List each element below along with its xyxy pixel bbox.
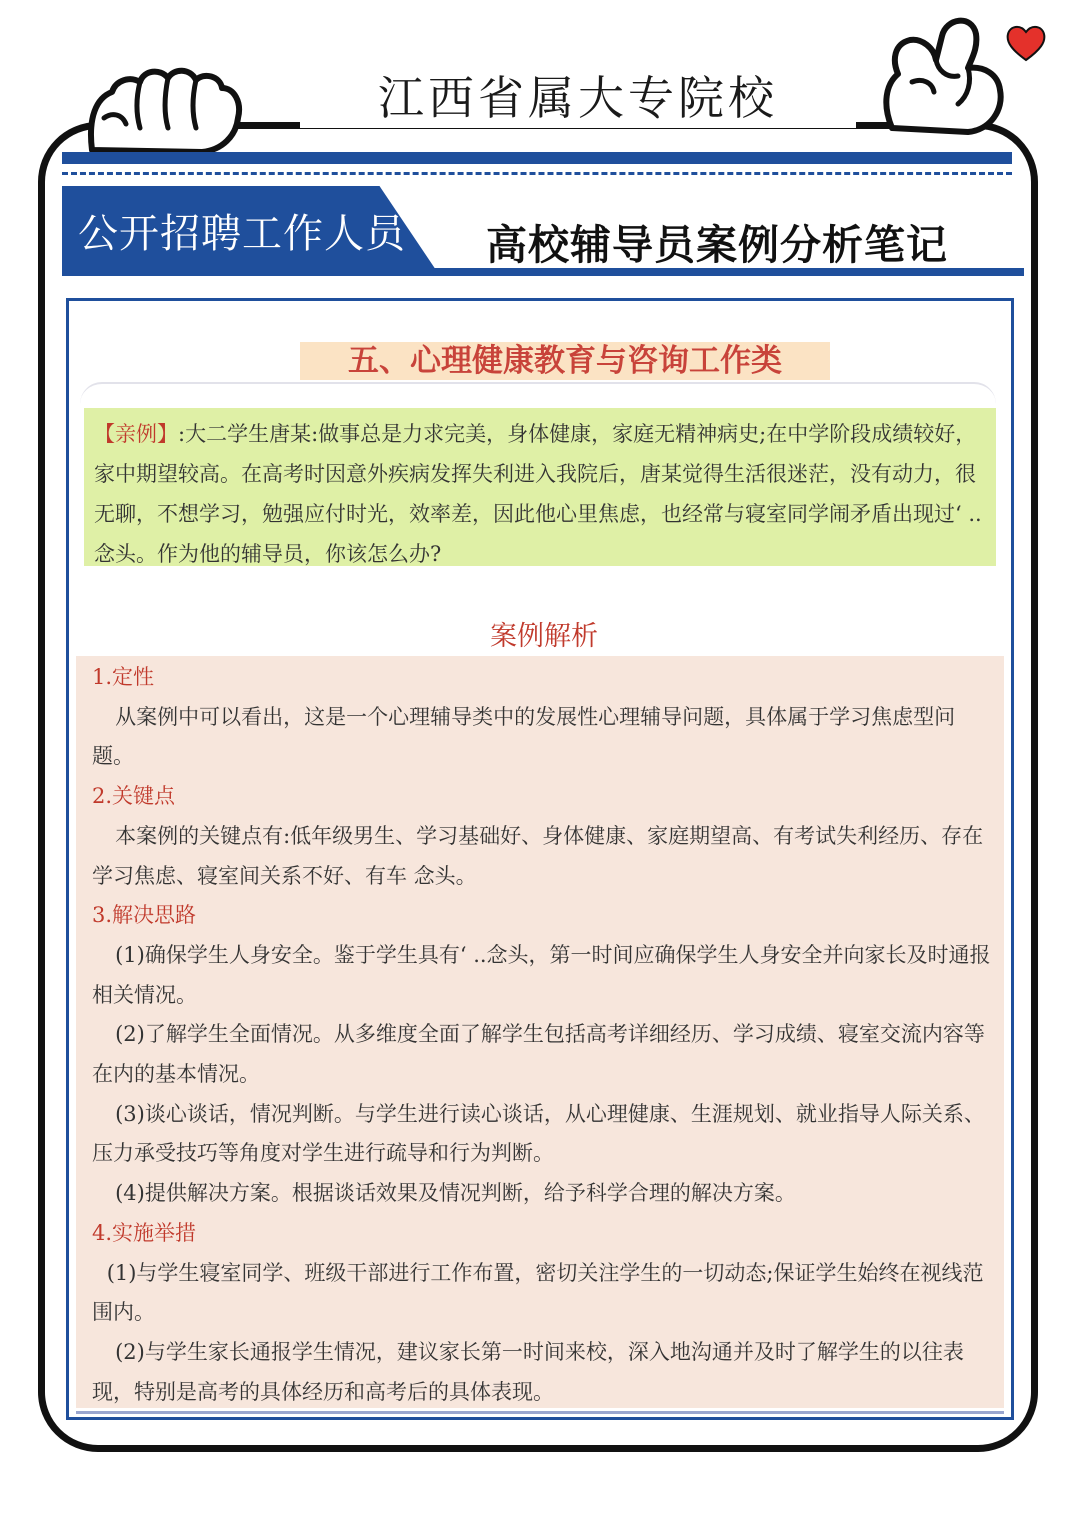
section-text-1: 从案例中可以看出，这是一个心理辅导类中的发展性心理辅导问题，具体属于学习焦虑型问题。 <box>92 704 956 769</box>
section-title: 五、心理健康教育与咨询工作类 <box>300 342 830 380</box>
bottom-divider <box>76 1411 1004 1414</box>
heart-icon <box>1002 22 1050 64</box>
section-heading-1: 1.定性 <box>92 665 155 689</box>
pointing-hand-left-icon <box>82 58 252 158</box>
section-text-2: 本案例的关键点有:低年级男生、学习基础好、身体健康、家庭期望高、有考试失利经历、存在学习焦虑、寝室间关系不好、有车 念头。 <box>92 823 984 888</box>
header-bar <box>62 152 1012 164</box>
solution-item: (2)了解学生全面情况。从多维度全面了解学生包括高考详细经历、学习成绩、寝室交流内容等在内的基本情况。 <box>92 1022 985 1087</box>
page-title: 江西省属大专院校 <box>300 62 856 128</box>
pointing-hand-right-icon <box>872 8 1022 138</box>
case-text: :大二学生唐某:做事总是力求完美，身体健康，家庭无精神病史;在中学阶段成绩较好，家中期望较高。在高考时因意外疾病发挥失利进入我院后，唐某觉得生活很迷茫，没有动力，很无聊，不想学习，勉强应付时光，效率差，因此他心里焦虑，也经常与寝室同学闹矛盾出现过‘ ..念头。作为他的辅导员，你该怎么办? <box>94 422 982 566</box>
measure-item: (1)与学生寝室同学、班级干部进行工作布置，密切关注学生的一切动态;保证学生始终在视线范围内。 <box>92 1260 984 1325</box>
banner-left-label: 公开招聘工作人员 <box>78 211 406 257</box>
solution-item: (3)谈心谈话，情况判断。与学生进行读心谈话，从心理健康、生涯规划、就业指导人际关系、压力承受技巧等角度对学生进行疏导和行为判断。 <box>92 1101 985 1166</box>
analysis-title: 案例解析 <box>490 621 598 652</box>
analysis-block <box>76 656 1004 1408</box>
case-text-block <box>84 408 996 566</box>
section-heading-2: 2.关键点 <box>92 784 176 809</box>
solution-item: (1)确保学生人身安全。鉴于学生具有‘ ..念头，第一时间应确保学生人身安全并向家长及时通报相关情况。 <box>92 942 991 1007</box>
solution-item: (4)提供解决方案。根据谈话效果及情况判断，给予科学合理的解决方案。 <box>115 1181 796 1206</box>
measure-item: (2)与学生家长通报学生情况，建议家长第一时间来校，深入地沟通并及时了解学生的以往表现，特别是高考的具体经历和高考后的具体表现。 <box>92 1339 964 1404</box>
banner-right-title: 高校辅导员案例分析笔记 <box>486 221 948 269</box>
case-tag: 【亲例】 <box>94 422 178 446</box>
section-heading-3: 3.解决思路 <box>92 903 197 928</box>
dashed-divider <box>62 172 1012 175</box>
section-heading-4: 4.实施举措 <box>92 1220 197 1245</box>
